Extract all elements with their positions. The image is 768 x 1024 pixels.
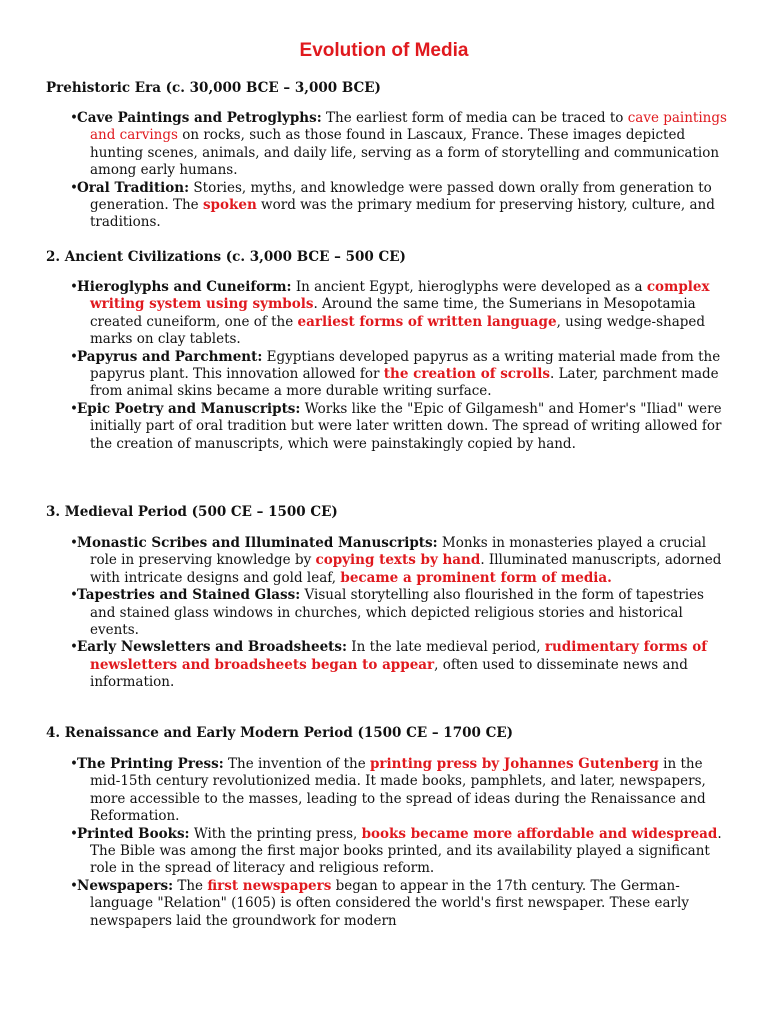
body-text: . Illuminated manuscripts, adorned with intricate designs and gold leaf, [90,552,722,586]
body-text: Monks in monasteries played a crucial role in preserving knowledge by [90,535,707,569]
body-text: In ancient Egypt, hieroglyphs were developed as a [291,279,647,295]
bullet-label: Papyrus and Parchment: [77,348,263,365]
body-text: The invention of the [223,756,370,772]
section-bullets [70,756,730,930]
highlighted-text: copying texts by hand [315,552,481,569]
bullet-item [70,878,730,930]
section-bullets [70,535,730,692]
body-text: , using wedge-shaped marks on clay tablets. [90,313,706,348]
bullet-dot-icon: • [70,179,78,196]
bullet-item [70,110,730,180]
body-text: The [173,877,208,894]
body-text: word was the primary medium for preserving history, culture, and traditions. [90,197,715,231]
bullet-label: The Printing Press: [77,756,224,772]
bullet-label: Tapestries and Stained Glass: [77,587,301,604]
bullet-item [70,180,730,232]
bullet-item [70,279,730,349]
bullet-item [70,756,730,826]
section-heading: Prehistoric Era (c. 30,000 BCE – 3,000 BCE) [46,80,381,96]
bullet-item [70,349,730,401]
bullet-label: Cave Paintings and Petroglyphs: [77,110,322,126]
bullet-label: Oral Tradition: [77,179,190,196]
body-text: In the late medieval period, [347,639,545,656]
body-text: on rocks, such as those found in Lascaux, France. These images depicted hunting scenes, animals, and daily life, serving as a form of storytelling and communication among early humans. [90,127,720,179]
bullet-dot-icon: • [70,400,78,417]
body-text: began to appear in the 17th century. The German-language "Relation" (1605) is often considered the world's first newspaper. These early newspapers laid the groundwork for modern [90,877,689,929]
bullet-label: Monastic Scribes and Illuminated Manuscripts: [77,535,438,551]
bullet-item [70,535,730,587]
highlighted-text: rudimentary forms of newsletters and broadsheets began to appear [90,639,708,673]
section-heading: 2. Ancient Civilizations (c. 3,000 BCE – 500 CE) [46,249,406,265]
section-heading: 4. Renaissance and Early Modern Period (1500 CE – 1700 CE) [46,725,513,741]
bullet-dot-icon: • [70,756,78,772]
bullet-dot-icon: • [70,639,78,656]
bullet-label: Newspapers: [77,877,174,894]
bullet-dot-icon: • [70,877,78,894]
body-text: Egyptians developed papyrus as a writing material made from the papyrus plant. This innovation allowed for [90,348,721,383]
highlighted-text: printing press by Johannes Gutenberg [369,756,659,772]
body-text: The earliest form of media can be traced to [321,110,628,126]
highlighted-text: became a prominent form of media. [340,569,612,586]
bullet-dot-icon: • [70,279,78,295]
page-title: Evolution of Media [299,40,469,61]
body-text: With the printing press, [189,825,362,842]
body-text: . Later, parchment made from animal skins became a more durable writing surface. [90,366,719,400]
highlighted-text: cave paintings and carvings [90,110,727,144]
highlighted-text: the creation of scrolls [383,366,550,383]
bullet-item [70,587,730,639]
bullet-label: Early Newsletters and Broadsheets: [77,639,347,656]
body-text: . The Bible was among the first major books printed, and its availability played a significant role in the spread of literacy and religious reform. [90,825,722,877]
section-bullets [70,110,730,232]
body-text: . Around the same time, the Sumerians in Mesopotamia created cuneiform, one of the [90,296,696,330]
section-bullets [70,279,730,453]
bullet-dot-icon: • [70,535,78,551]
highlighted-text: first newspapers [207,877,332,894]
body-text: , often used to disseminate news and information. [90,656,688,691]
bullet-item [70,826,730,878]
bullet-label: Printed Books: [77,825,190,842]
highlighted-text: books became more affordable and widespread [361,825,718,842]
bullet-dot-icon: • [70,587,78,604]
bullet-dot-icon: • [70,110,78,126]
body-text: Visual storytelling also flourished in the form of tapestries and stained glass windows in churches, which depicted religious stories and historical events. [90,587,704,639]
body-text: Works like the "Epic of Gilgamesh" and Homer's "Iliad" were initially part of oral tradition but were later written down. The spread of writing allowed for the creation of manuscripts, which were painstakingly copied by hand. [90,400,722,452]
body-text: Stories, myths, and knowledge were passed down orally from generation to generation. The [90,179,712,214]
bullet-label: Epic Poetry and Manuscripts: [77,400,301,417]
body-text: in the mid-15th century revolutionized media. It made books, pamphlets, and later, newspapers, more accessible to the masses, leading to the spread of ideas during the Renaissance and Reformation. [90,756,706,825]
bullet-dot-icon: • [70,348,78,365]
highlighted-text: complex writing system using symbols [90,279,710,313]
highlighted-text: earliest forms of written language [297,313,557,330]
bullet-label: Hieroglyphs and Cuneiform: [77,279,292,295]
highlighted-text: spoken [202,197,257,214]
bullet-item [70,639,730,691]
bullet-dot-icon: • [70,825,78,842]
section-heading: 3. Medieval Period (500 CE – 1500 CE) [46,504,338,520]
bullet-item [70,401,730,453]
